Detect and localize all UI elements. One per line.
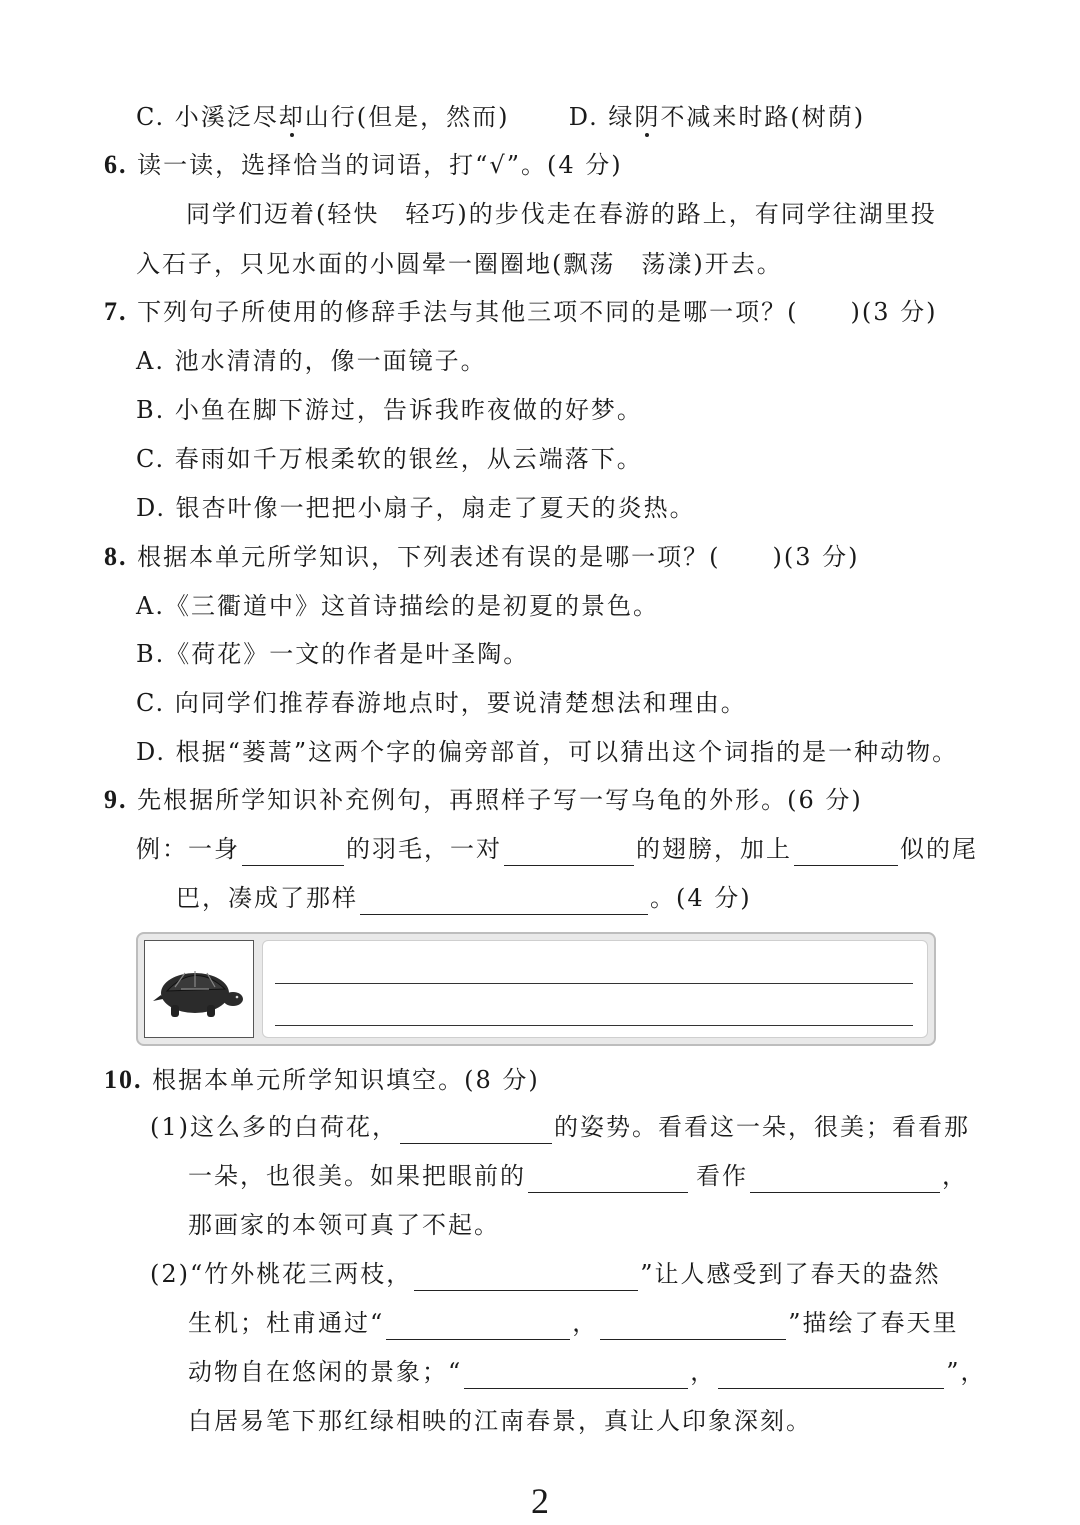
q10-stem: [104, 1063, 540, 1097]
q5-option-c-dotted-char: 却: [278, 103, 305, 131]
turtle-picture: [144, 940, 254, 1038]
q8-option-d: D. 根据“蒌蒿”这两个字的偏旁部首，可以猜出这个词指的是一种动物。: [136, 738, 959, 766]
q10-blank-5[interactable]: [386, 1313, 570, 1340]
q7-stem: [104, 295, 938, 329]
q10-blank-2[interactable]: [528, 1166, 688, 1193]
q9-example-line-1: [136, 832, 978, 866]
turtle-writing-area[interactable]: [262, 940, 928, 1038]
q8-stem: [104, 540, 860, 574]
q8-number: 8.: [104, 542, 128, 571]
q5-option-d-dotted-char: 阴: [634, 103, 661, 131]
q7-option-b: B. 小鱼在脚下游过，告诉我昨夜做的好梦。: [136, 396, 643, 424]
q10-blank-4[interactable]: [414, 1264, 638, 1291]
q9-number: 9.: [104, 785, 128, 814]
q9-example-text-6: 。(4 分): [650, 884, 752, 912]
q10-part2-text-a: (2)“竹外桃花三两枝，: [150, 1260, 413, 1288]
q6-passage-line-1: 同学们迈着(轻快 轻巧)的步伐走在春游的路上，有同学往湖里投: [186, 200, 937, 228]
q10-part2-line-4: 白居易笔下那红绿相映的江南春景，真让人印象深刻。: [188, 1407, 812, 1435]
q9-example-text-4: 似的尾: [900, 835, 978, 863]
q10-part2-text-c: 生机；杜甫通过“: [188, 1309, 385, 1337]
q10-part1-text-c: 一朵，也很美。如果把眼前的: [188, 1162, 526, 1190]
q5-option-d-label: D. 绿: [568, 103, 635, 131]
q10-part1-text-b: 的姿势。看看这一朵，很美；看看那: [554, 1113, 970, 1141]
q9-blank-1[interactable]: [242, 839, 344, 866]
q9-blank-4[interactable]: [360, 888, 648, 915]
q9-stem-text: 先根据所学知识补充例句，再照样子写一写乌龟的外形。(6 分): [137, 786, 863, 814]
q8-option-c: C. 向同学们推荐春游地点时，要说清楚想法和理由。: [136, 689, 747, 717]
q9-stem: [104, 783, 863, 817]
q10-part2-text-g: ，: [690, 1358, 717, 1386]
q9-blank-2[interactable]: [504, 839, 634, 866]
q9-blank-3[interactable]: [794, 839, 898, 866]
q7-number: 7.: [104, 297, 128, 326]
q8-stem-text-b: )(3 分): [772, 543, 860, 571]
q7-option-a: A. 池水清清的，像一面镜子。: [136, 347, 487, 375]
q5-option-d-rest: 不减来时路(树荫): [660, 103, 866, 131]
q5-option-c-label: C. 小溪泛尽: [136, 103, 279, 131]
q10-part1-line-1: [150, 1110, 970, 1144]
q10-part2-text-d: ，: [572, 1309, 599, 1337]
q10-part1-text-e: ，: [942, 1162, 968, 1190]
q10-blank-1[interactable]: [400, 1117, 552, 1144]
q6-passage-line-2: 入石子，只见水面的小圆晕一圈圈地(飘荡 荡漾)开去。: [136, 250, 783, 278]
q10-blank-8[interactable]: [718, 1362, 944, 1389]
q7-option-d: D. 银杏叶像一把把小扇子，扇走了夏天的炎热。: [136, 494, 696, 522]
q9-example-text-3: 的翅膀，加上: [636, 835, 792, 863]
page-number: 2: [531, 1481, 549, 1521]
q8-option-b: B.《荷花》一文的作者是叶圣陶。: [136, 640, 530, 668]
q7-option-c: C. 春雨如千万根柔软的银丝，从云端落下。: [136, 445, 643, 473]
turtle-writing-box: [136, 932, 936, 1046]
q6-stem: [104, 148, 623, 182]
q5-option-c-rest: 山行(但是，然而): [304, 103, 510, 131]
q10-part2-text-h: ”，: [946, 1358, 987, 1386]
q10-part1-line-2: [188, 1159, 968, 1193]
q10-part1-text-a: (1)这么多的白荷花，: [150, 1113, 398, 1141]
q6-stem-text: 读一读，选择恰当的词语，打“√”。(4 分): [137, 151, 623, 179]
q8-stem-text-a: 根据本单元所学知识，下列表述有误的是哪一项？(: [137, 543, 721, 571]
q9-example-text-5: 巴，凑成了那样: [176, 884, 358, 912]
q10-part2-text-b: ”让人感受到了春天的盎然: [640, 1260, 941, 1288]
q7-stem-text-b: )(3 分): [850, 298, 938, 326]
q10-stem-text: 根据本单元所学知识填空。(8 分): [152, 1066, 540, 1094]
q10-blank-7[interactable]: [464, 1362, 688, 1389]
q8-option-a: A.《三衢道中》这首诗描绘的是初夏的景色。: [136, 592, 659, 620]
writing-line-1[interactable]: [275, 983, 913, 984]
q10-part2-text-f: 动物自在悠闲的景象；“: [188, 1358, 463, 1386]
q7-stem-text-a: 下列句子所使用的修辞手法与其他三项不同的是哪一项？(: [137, 298, 799, 326]
q10-part2-line-1: [150, 1257, 941, 1291]
q10-part1-text-d: 看作: [696, 1162, 748, 1190]
q10-part2-text-e: ”描绘了春天里: [788, 1309, 959, 1337]
q9-example-text-2: 的羽毛，一对: [346, 835, 502, 863]
q10-part1-line-3: 那画家的本领可真了不起。: [188, 1211, 500, 1239]
q5-option-c-d: [136, 100, 865, 134]
q10-part2-line-2: [188, 1306, 959, 1340]
q10-part2-line-3: [188, 1355, 987, 1389]
q10-number: 10.: [104, 1065, 143, 1094]
q6-number: 6.: [104, 150, 128, 179]
turtle-icon: [145, 941, 251, 1035]
q10-blank-6[interactable]: [600, 1313, 786, 1340]
q9-example-line-2: [176, 881, 752, 915]
q10-blank-3[interactable]: [750, 1166, 940, 1193]
writing-line-2[interactable]: [275, 1025, 913, 1026]
q9-example-text-1: 例：一身: [136, 835, 240, 863]
